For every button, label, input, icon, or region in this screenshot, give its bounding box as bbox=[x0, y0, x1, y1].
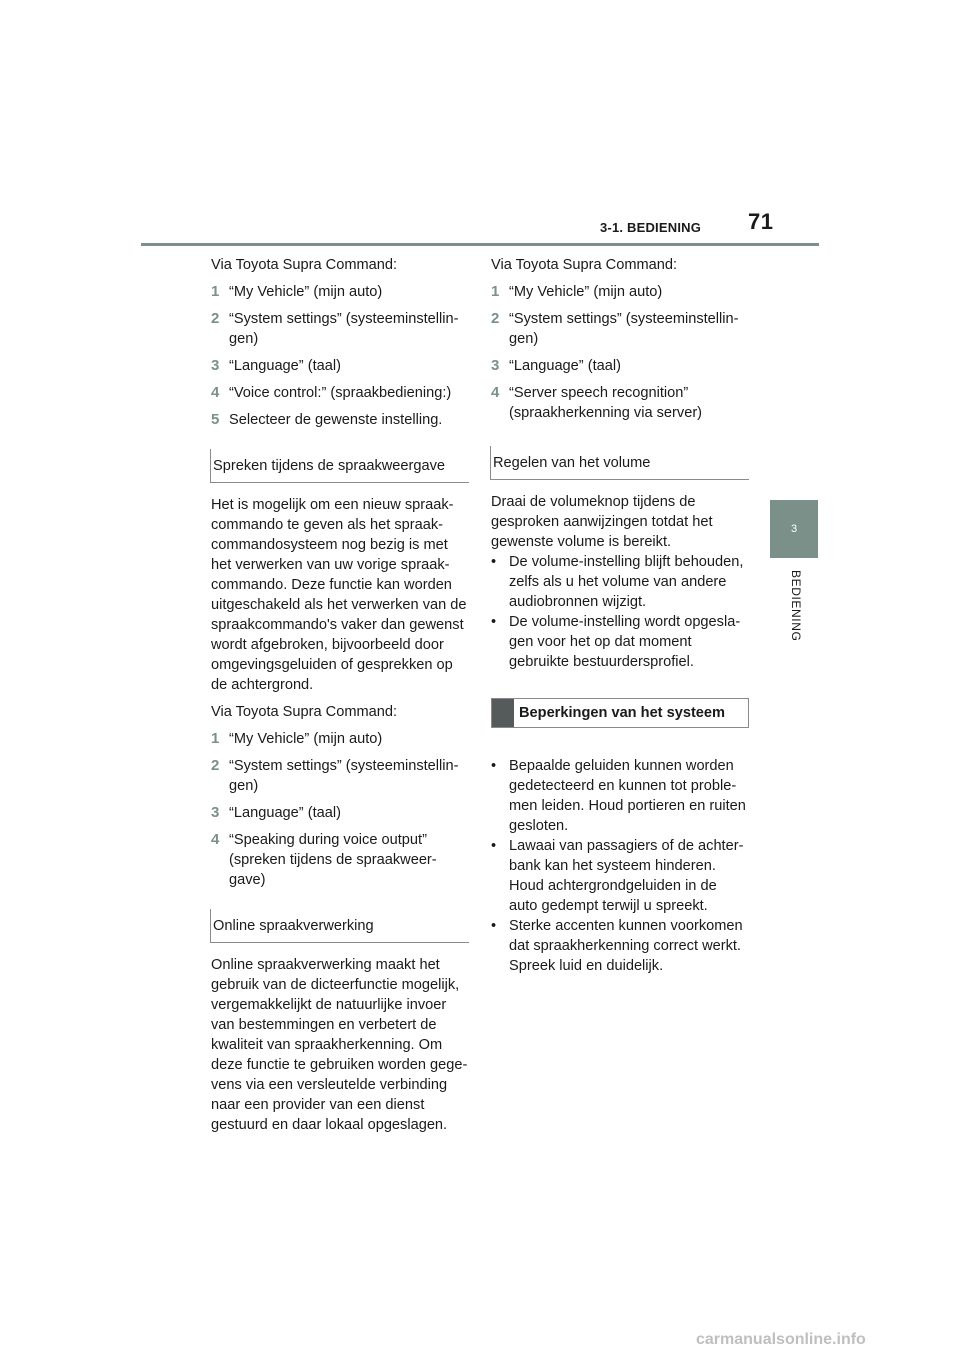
section-heading: Regelen van het volume bbox=[491, 453, 749, 480]
list-item: 4 “Voice control:” (spraakbediening:) bbox=[211, 384, 452, 401]
step-list bbox=[491, 282, 749, 423]
boxed-heading: Beperkingen van het systeem bbox=[491, 698, 749, 728]
step-list bbox=[211, 729, 469, 890]
intro-text: Via Toyota Supra Command: bbox=[211, 704, 398, 720]
paragraph: Draai de volumeknop tijdens de gesproken aanwijzingen totdat het gewenste volume is bereikt. bbox=[491, 494, 713, 550]
list-item: • Bepaalde geluiden kunnen worden gedetecteerd en kunnen tot proble-men leiden. Houd portieren en ruiten gesloten. bbox=[491, 758, 746, 834]
header-rule bbox=[141, 243, 819, 246]
watermark: carmanualsonline.info bbox=[696, 1331, 866, 1348]
bullet-list bbox=[491, 552, 749, 672]
bullet-list bbox=[491, 756, 749, 976]
chapter-tab: 3 bbox=[770, 500, 818, 558]
heading-marker bbox=[492, 699, 514, 727]
list-item: 4 “Speaking during voice output” (spreken tijdens de spraakweer-gave) bbox=[211, 831, 437, 888]
list-item: 4 “Server speech recognition” (spraakherkenning via server) bbox=[491, 384, 703, 421]
header-section: 3-1. BEDIENING bbox=[600, 220, 702, 235]
list-item: 5 Selecteer de gewenste instelling. bbox=[211, 411, 443, 428]
list-item: • De volume-instelling blijft behouden, zelfs als u het volume van andere audiobronnen wijzigt. bbox=[491, 554, 744, 610]
list-item: 1 “My Vehicle” (mijn auto) bbox=[211, 283, 383, 300]
right-column bbox=[491, 255, 749, 976]
chapter-label: BEDIENING bbox=[789, 570, 803, 642]
paragraph: Online spraakverwerking maakt het gebruik van de dicteerfunctie mogelijk, vergemakkelijkt de natuurlijke invoer van bestemmingen en verbetert de kwaliteit van spraakherkenning. Om deze functie te gebruiken worden gege-vens via een versleutelde verbinding naar een provider van een dienst gestuurd en daar lokaal opgeslagen. bbox=[211, 957, 468, 1133]
step-list bbox=[211, 282, 469, 430]
list-item: 2 “System settings” (systeeminstellin-gen) bbox=[491, 310, 739, 347]
intro-text: Via Toyota Supra Command: bbox=[491, 257, 678, 273]
paragraph: Het is mogelijk om een nieuw spraak-commando te geven als het spraak-commandosysteem nog bezig is met het verwerken van uw vorige spraak-commando. Deze functie kan worden uitgeschakeld als het verwerken van de spraakcommando's vaker dan gewenst wordt afgebroken, bijvoorbeeld door omgevingsgeluiden of gesprekken op de achtergrond. bbox=[211, 497, 467, 693]
list-item: • De volume-instelling wordt opgesla-gen voor het op dat moment gebruikte bestuurdersprofiel. bbox=[491, 614, 741, 670]
list-item: • Lawaai van passagiers of de achter-bank kan het systeem hinderen. Houd achtergrondgeluiden in de auto gedempt terwijl u spreekt. bbox=[491, 838, 744, 914]
list-item: 3 “Language” (taal) bbox=[491, 357, 621, 374]
section-heading: Online spraakverwerking bbox=[211, 916, 469, 943]
list-item: • Sterke accenten kunnen voorkomen dat spraakherkenning correct werkt. Spreek luid en duidelijk. bbox=[491, 918, 743, 974]
intro-text: Via Toyota Supra Command: bbox=[211, 257, 398, 273]
list-item: 1 “My Vehicle” (mijn auto) bbox=[211, 730, 383, 747]
list-item: 3 “Language” (taal) bbox=[211, 804, 341, 821]
list-item: 2 “System settings” (systeeminstellin-gen) bbox=[211, 757, 459, 794]
list-item: 1 “My Vehicle” (mijn auto) bbox=[491, 283, 663, 300]
left-column bbox=[211, 255, 469, 1135]
list-item: 2 “System settings” (systeeminstellin-gen) bbox=[211, 310, 459, 347]
list-item: 3 “Language” (taal) bbox=[211, 357, 341, 374]
section-heading: Spreken tijdens de spraakweergave bbox=[211, 456, 469, 483]
page-number: 71 bbox=[748, 209, 774, 234]
